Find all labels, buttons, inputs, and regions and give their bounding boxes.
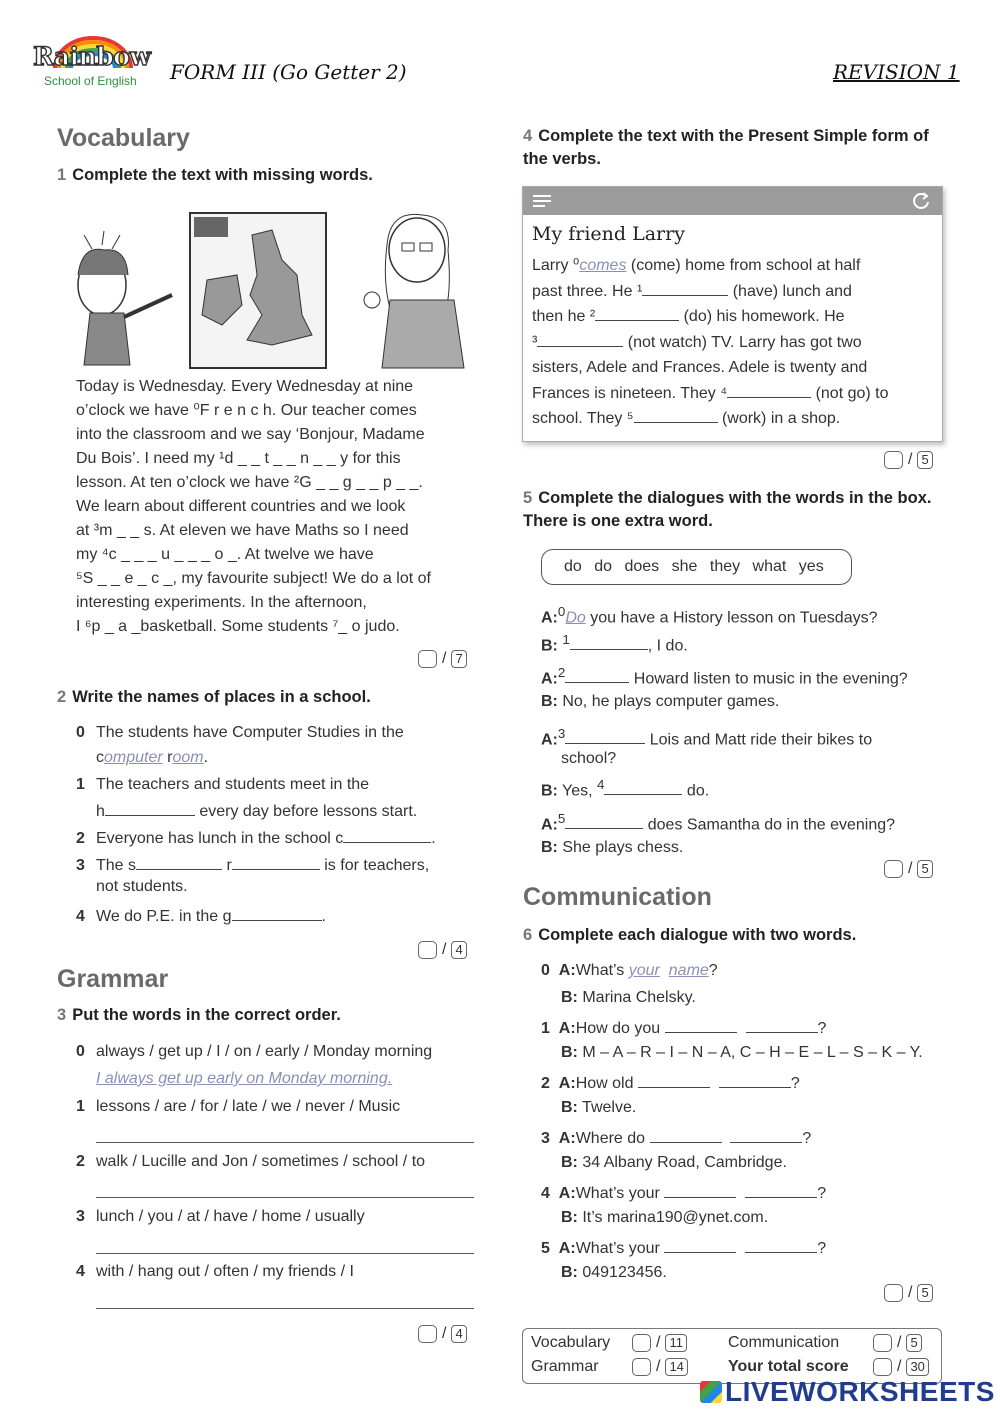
exercise-5-score: / 5 [884, 860, 933, 878]
exercise-1-score: / 7 [418, 650, 467, 668]
ex6-item-3-reply: B: 34 Albany Road, Cambridge. [561, 1154, 787, 1171]
answer-blank[interactable] [642, 280, 728, 296]
answer-blank[interactable] [665, 1017, 737, 1033]
exercise-4-score: / 5 [884, 451, 933, 469]
text-line: sisters, Adele and Frances. Adele is twenty and [532, 359, 868, 376]
text-line: I ⁶p _ a _basketball. Some students ⁷_ o judo. [76, 618, 400, 635]
score-input[interactable] [418, 650, 437, 668]
liveworksheets-brand: LIVEWORKSHEETS [700, 1376, 995, 1408]
section-grammar: Grammar [57, 965, 169, 993]
girl-pointing-icon [78, 231, 172, 365]
ex3-item-0-answer: I always get up early on Monday morning. [96, 1070, 393, 1087]
score-input[interactable] [873, 1334, 892, 1352]
ex3-item-1: 1 lessons / are / for / late / we / never / Music [76, 1098, 401, 1115]
text-line: Larry ⁰comes (come) home from school at half [532, 257, 861, 274]
card-title: My friend Larry [532, 223, 685, 245]
form-title: FORM III (Go Getter 2) [170, 60, 407, 84]
vocabulary-total: Vocabulary / 11 [531, 1334, 687, 1352]
ex2-item-4: 4 We do P.E. in the g . [76, 905, 326, 926]
answer-line[interactable] [96, 1308, 474, 1309]
ex6-item-5-reply: B: 049123456. [561, 1264, 667, 1281]
dialogue-line: A:$^5$ does Samantha do in the evening? [541, 811, 896, 834]
ex6-item-2: 2 A:How old ? [541, 1072, 800, 1093]
answer-blank[interactable] [719, 1072, 791, 1088]
ex3-item-4: 4 with / hang out / often / my friends / I [76, 1263, 354, 1280]
answer-blank[interactable] [105, 800, 195, 816]
answer-blank[interactable] [343, 827, 431, 843]
text-line: into the classroom and we say ‘Bonjour, Madame [76, 426, 425, 443]
brand-logo-icon [700, 1381, 722, 1403]
section-communication: Communication [523, 883, 712, 911]
school-logo [30, 30, 155, 95]
logo-subtitle: School of English [44, 74, 137, 88]
text-line: We learn about different countries and we look [76, 498, 406, 515]
answer-blank[interactable] [537, 331, 623, 347]
text-line: o’clock we have ⁰F r e n c h. Our teacher comes [76, 402, 417, 419]
exercise-6-score: / 5 [884, 1284, 933, 1302]
text-line: school. They ⁵ (work) in a shop. [532, 406, 932, 432]
answer-blank[interactable] [730, 1127, 802, 1143]
answer-blank[interactable] [232, 854, 320, 870]
ex2-item-3-line2: not students. [96, 878, 188, 895]
exercise-2-instruction: 2 Write the names of places in a school. [57, 688, 371, 706]
dialogue-line: A:$^0$Do you have a History lesson on Tuesdays? [541, 604, 878, 627]
answer-blank[interactable] [745, 1237, 817, 1253]
ex6-item-1: 1 A:How do you ? [541, 1017, 826, 1038]
text-line: Du Bois’. I need my ¹d _ _ t _ _ n _ _ y for this [76, 450, 401, 467]
text-line: Frances is nineteen. They ⁴ (not go) to [532, 381, 932, 407]
ex2-item-0: 0 The students have Computer Studies in the [76, 724, 404, 741]
word-box: do do does she they what yes [541, 549, 852, 585]
exercise-3-score: / 4 [418, 1325, 467, 1343]
answer-blank[interactable] [745, 1182, 817, 1198]
grammar-total: Grammar / 14 [531, 1358, 688, 1376]
answer-blank[interactable] [595, 305, 679, 321]
ex3-item-3: 3 lunch / you / at / have / home / usually [76, 1208, 365, 1225]
logo-word: Rainbow [33, 42, 151, 71]
ex6-item-0-reply: B: Marina Chelsky. [561, 989, 696, 1006]
text-line: past three. He ¹ (have) lunch and [532, 279, 932, 305]
revision-title: REVISION 1 [833, 60, 960, 84]
answer-blank[interactable] [565, 813, 643, 829]
ex6-item-1-reply: B: M – A – R – I – N – A, C – H – E – L – S – K – Y. [561, 1044, 923, 1061]
answer-blank[interactable] [664, 1237, 736, 1253]
answer-blank[interactable] [136, 854, 222, 870]
dialogue-line: A:$^3$ Lois and Matt ride their bikes to [541, 726, 873, 749]
score-input[interactable] [418, 941, 437, 959]
answer-blank[interactable] [650, 1127, 722, 1143]
refresh-icon [912, 192, 930, 210]
ex3-item-2: 2 walk / Lucille and Jon / sometimes / school / to [76, 1153, 426, 1170]
answer-blank[interactable] [565, 667, 629, 683]
answer-blank[interactable] [664, 1182, 736, 1198]
exercise-1-instruction: 1 Complete the text with missing words. [57, 166, 373, 184]
ex2-item-1-line2: h every day before lessons start. [96, 800, 417, 821]
score-input[interactable] [884, 1284, 903, 1302]
answer-blank[interactable] [570, 634, 648, 650]
ex6-item-0: 0 A:What’s your name? [541, 962, 718, 979]
ex6-item-2-reply: B: Twelve. [561, 1099, 637, 1116]
larry-card [522, 186, 943, 442]
answer-line[interactable] [96, 1142, 474, 1143]
exercise-6-instruction: 6 Complete each dialogue with two words. [523, 926, 857, 944]
ex2-item-1: 1 The teachers and students meet in the [76, 776, 370, 793]
ex6-item-3: 3 A:Where do ? [541, 1127, 811, 1148]
exercise-3-instruction: 3 Put the words in the correct order. [57, 1006, 341, 1024]
ex2-item-0-answer: computer room. [96, 749, 209, 766]
ex2-item-3: 3 The s r is for teachers, [76, 854, 429, 875]
answer-blank[interactable] [746, 1017, 818, 1033]
ex6-item-5: 5 A:What’s your ? [541, 1237, 826, 1258]
ex3-item-0: 0 always / get up / I / on / early / Monday morning [76, 1043, 433, 1060]
answer-blank[interactable] [565, 728, 645, 744]
teacher-icon [364, 214, 464, 368]
text-line: Today is Wednesday. Every Wednesday at nine [76, 378, 414, 395]
dialogue-line: A:$^2$ Howard listen to music in the evening? [541, 665, 908, 688]
answer-line[interactable] [96, 1197, 474, 1198]
text-line: at ³m _ _ s. At eleven we have Maths so I need [76, 522, 409, 539]
text-line: interesting experiments. In the afternoon, [76, 594, 367, 611]
score-input[interactable] [632, 1334, 651, 1352]
score-input[interactable] [632, 1358, 651, 1376]
section-vocabulary: Vocabulary [57, 124, 190, 152]
score-input[interactable] [418, 1325, 437, 1343]
dialogue-line: school? [561, 750, 617, 767]
menu-icon [533, 194, 553, 208]
answer-blank[interactable] [727, 382, 811, 398]
communication-total: Communication / 5 [728, 1334, 922, 1352]
ex2-item-2: 2 Everyone has lunch in the school c . [76, 827, 436, 848]
score-input[interactable] [884, 860, 903, 878]
score-input[interactable] [884, 451, 903, 469]
dialogue-line: B: $^1$ , I do. [541, 632, 688, 655]
answer-blank[interactable] [232, 905, 322, 921]
exercise-1-text [76, 375, 476, 639]
dialogue-line: B: No, he plays computer games. [541, 693, 780, 710]
text-line: lesson. At ten o’clock we have ²G _ _ g _ _ p _ _. [76, 474, 423, 491]
answer-blank[interactable] [638, 1072, 710, 1088]
ex6-item-4: 4 A:What’s your ? [541, 1182, 826, 1203]
dialogue-line: B: She plays chess. [541, 839, 684, 856]
exercise-4-instruction: 4 Complete the text with the Present Simple form of the verbs. [523, 127, 929, 168]
card-text [532, 253, 932, 432]
text-line: then he ² (do) his homework. He [532, 304, 932, 330]
exercise-5-instruction: 5 Complete the dialogues with the words in the box. There is one extra word. [523, 489, 932, 530]
answer-blank[interactable] [634, 407, 718, 423]
answer-blank[interactable] [604, 779, 682, 795]
dialogue-line: B: Yes, $^4$ do. [541, 777, 710, 800]
map-icon [190, 213, 326, 368]
score-input[interactable] [873, 1358, 892, 1376]
text-line: ³ (not watch) TV. Larry has got two [532, 330, 932, 356]
exercise-2-score: / 4 [418, 941, 467, 959]
illustration [72, 205, 477, 370]
ex6-item-4-reply: B: It’s marina190@ynet.com. [561, 1209, 769, 1226]
text-line: my ⁴c _ _ _ u _ _ _ o _. At twelve we have [76, 546, 374, 563]
card-toolbar [523, 187, 942, 215]
overall-total: Your total score / 30 [728, 1358, 929, 1376]
text-line: ⁵S _ _ e _ c _, my favourite subject! We do a lot of [76, 570, 431, 587]
answer-line[interactable] [96, 1253, 474, 1254]
